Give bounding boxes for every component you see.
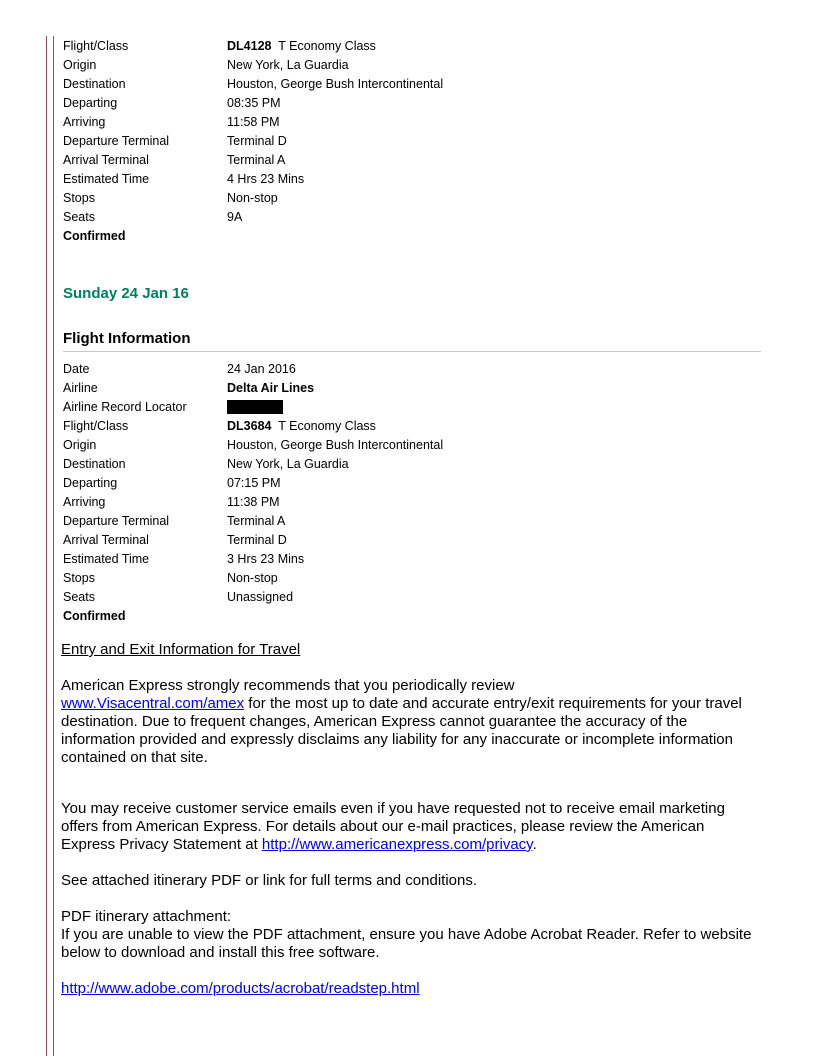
adobe-reader-link[interactable]: http://www.adobe.com/products/acrobat/readstep.html xyxy=(61,980,420,997)
status-confirmed: Confirmed xyxy=(63,229,126,243)
divider xyxy=(63,351,761,352)
left-border-line xyxy=(46,36,47,1056)
detail-row: Origin New York, La Guardia xyxy=(63,58,349,72)
detail-row: Arriving 11:38 PM xyxy=(63,495,280,509)
detail-row: Flight/Class DL4128 T Economy Class xyxy=(63,39,376,53)
terms-text: See attached itinerary PDF or link for full terms and conditions. xyxy=(61,872,478,889)
flight1-details xyxy=(63,37,444,246)
detail-row: Airline Record Locator xyxy=(63,398,126,417)
privacy-link[interactable]: http://www.americanexpress.com/privacy xyxy=(261,836,533,853)
section-heading: Flight Information xyxy=(63,330,191,347)
detail-row: Stops Non-stop xyxy=(63,571,278,585)
detail-row: Departing 07:15 PM xyxy=(63,476,281,490)
detail-row: Seats Unassigned xyxy=(63,590,294,604)
visacentral-link[interactable]: www.Visacentral.com/amex xyxy=(61,695,245,712)
status-confirmed: Confirmed xyxy=(63,609,126,623)
detail-row: Departing 08:35 PM xyxy=(63,96,281,110)
detail-row: Seats 9A xyxy=(63,210,243,224)
left-border-line xyxy=(53,36,54,1056)
detail-row: Departure Terminal Terminal A xyxy=(63,514,286,528)
detail-row: Origin Houston, George Bush Intercontinental xyxy=(63,438,444,452)
redacted-record-locator xyxy=(227,400,283,414)
detail-row: Arrival Terminal Terminal A xyxy=(63,153,286,167)
detail-row: Stops Non-stop xyxy=(63,191,278,205)
adobe-link-container xyxy=(61,980,761,998)
detail-row: Date 24 Jan 2016 xyxy=(63,362,296,376)
detail-row: Arrival Terminal Terminal D xyxy=(63,533,287,547)
pdf-attachment-label: PDF itinerary attachment: xyxy=(61,908,232,925)
detail-row: Departure Terminal Terminal D xyxy=(63,134,287,148)
detail-row: Airline Delta Air Lines xyxy=(63,381,315,395)
detail-row: Estimated Time 3 Hrs 23 Mins xyxy=(63,552,305,566)
privacy-paragraph: You may receive customer service emails even if you have requested not to receive email marketing offers from American Express. For details about our e-mail practices, please review the American Express Privacy Statement at http://www.americanexpress.com/privacy. xyxy=(61,800,725,853)
pdf-instructions: If you are unable to view the PDF attachment, ensure you have Adobe Acrobat Reader. Refer to website below to download and install this free software. xyxy=(61,926,752,961)
entry-exit-heading: Entry and Exit Information for Travel xyxy=(61,641,301,658)
detail-row: Destination New York, La Guardia xyxy=(63,457,349,471)
detail-row: Destination Houston, George Bush Intercontinental xyxy=(63,77,444,91)
flight-code: DL4128 xyxy=(227,39,272,53)
flight2-details xyxy=(63,360,444,626)
detail-row: Estimated Time 4 Hrs 23 Mins xyxy=(63,172,305,186)
flight-code: DL3684 xyxy=(227,419,272,433)
date-heading: Sunday 24 Jan 16 xyxy=(63,285,189,302)
detail-row: Arriving 11:58 PM xyxy=(63,115,280,129)
entry-exit-paragraph: American Express strongly recommends that you periodically review www.Visacentral.com/amex for the most up to date and accurate entry/exit requirements for your travel destination. Due to frequent changes, American Express cannot guarantee the accuracy of the information provided and expressly disclaims any liability for any inaccurate or incomplete information contained on that site. xyxy=(61,677,742,766)
detail-row: Flight/Class DL3684 T Economy Class xyxy=(63,419,376,433)
